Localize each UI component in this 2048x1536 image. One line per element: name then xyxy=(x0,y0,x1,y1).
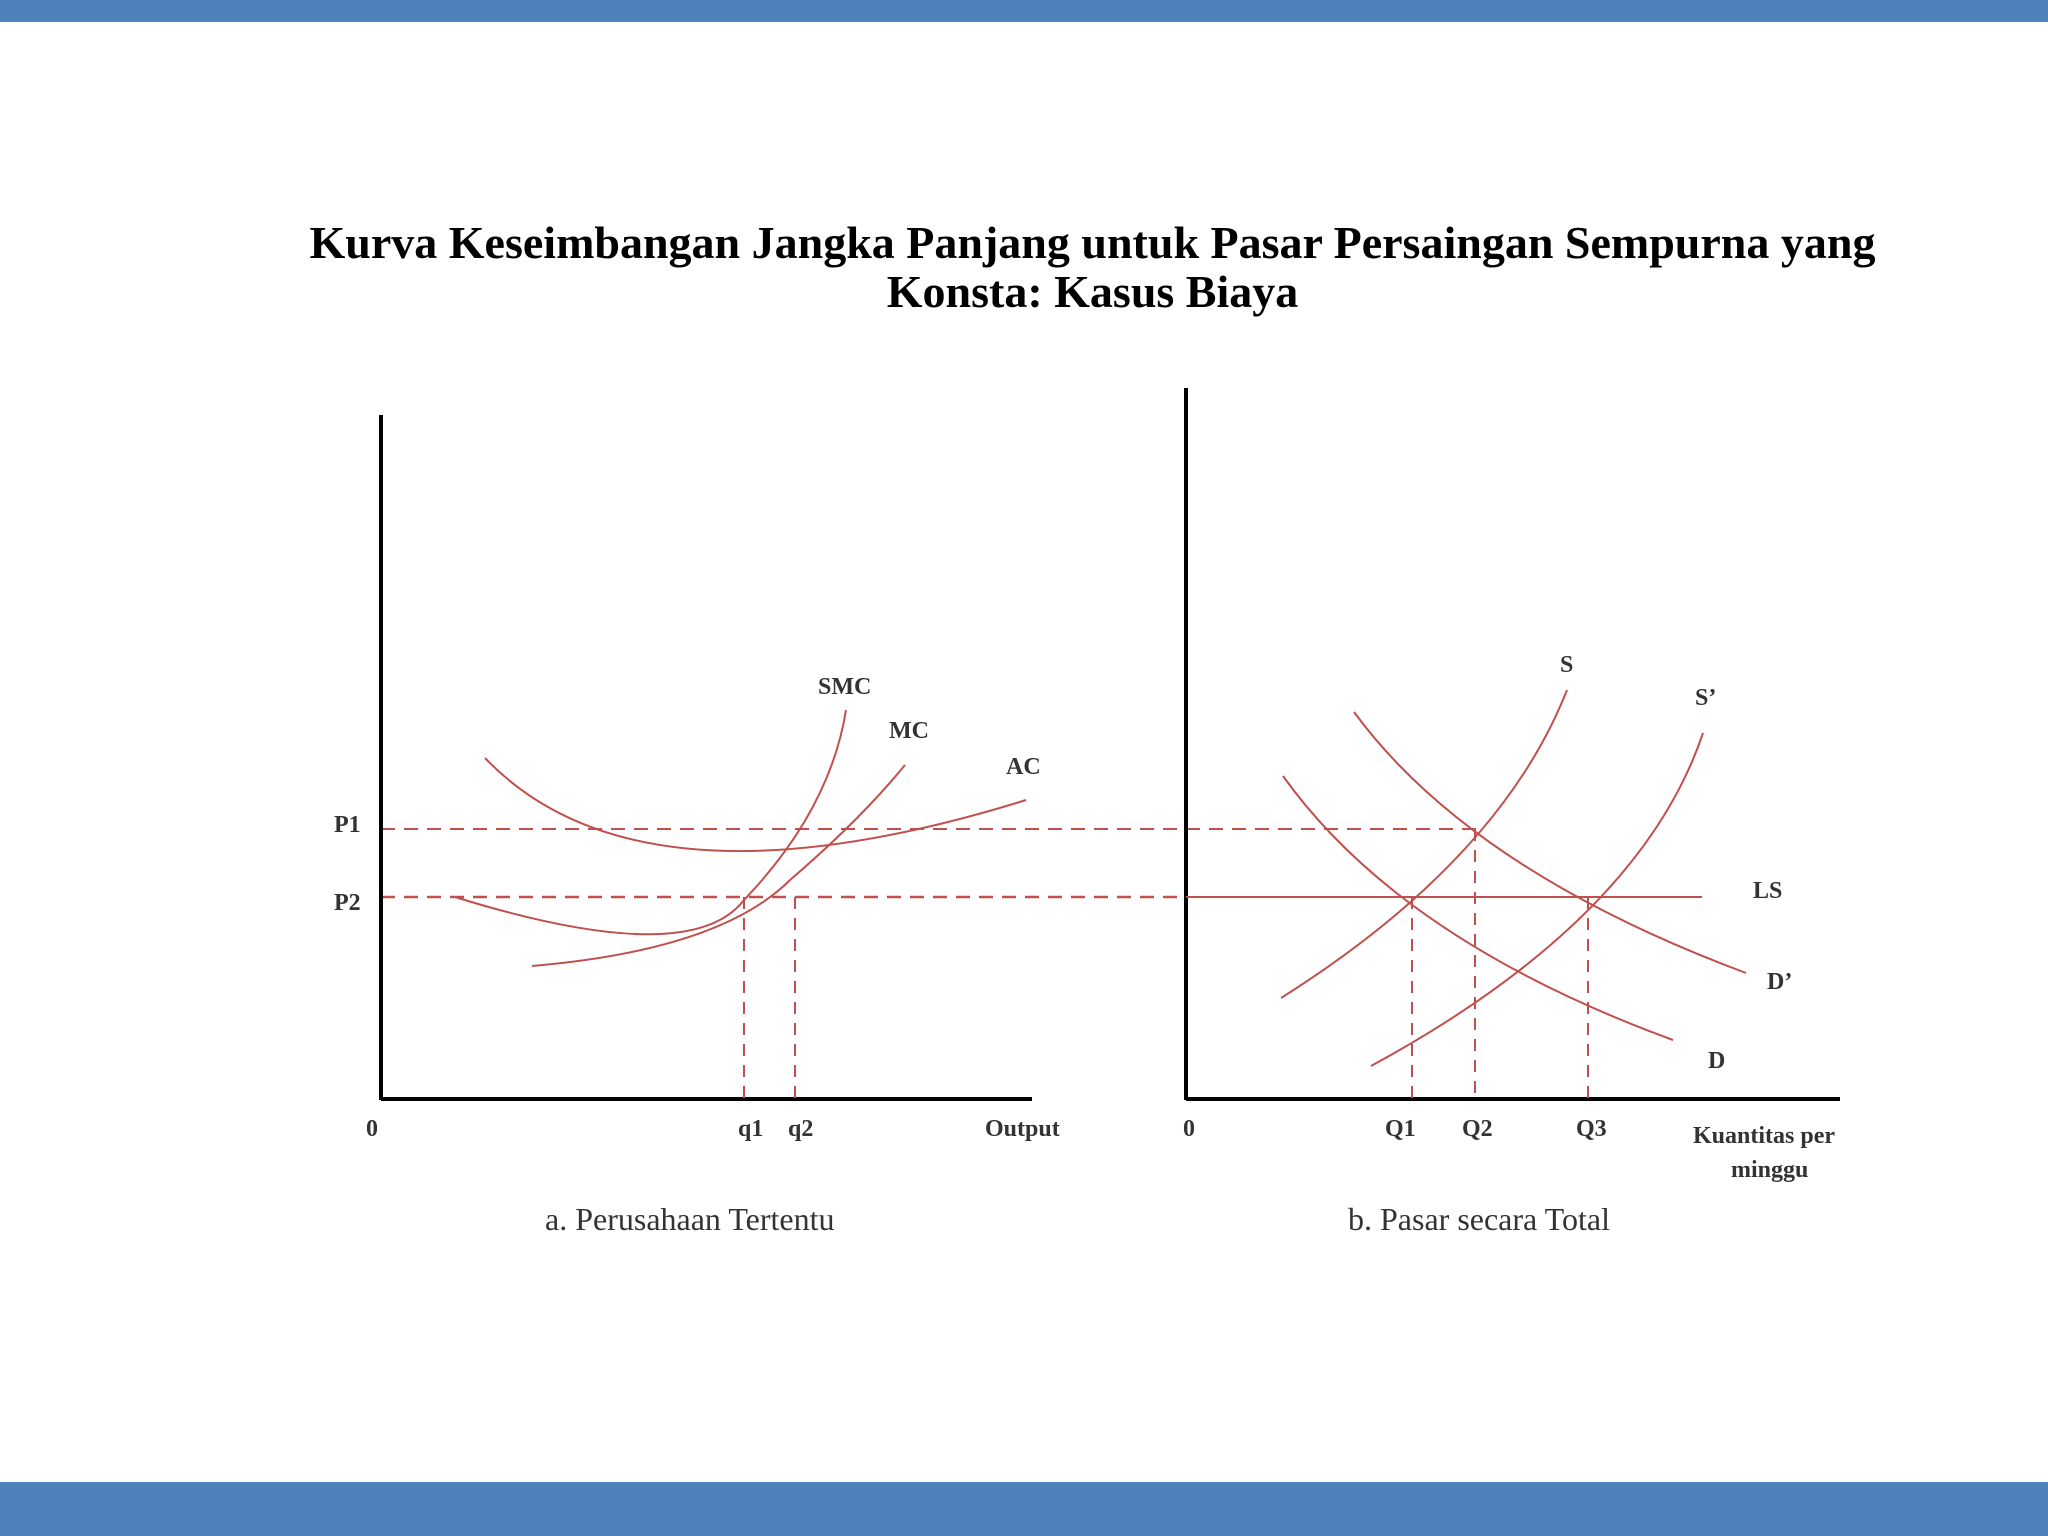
Q2-label: Q2 xyxy=(1462,1116,1493,1142)
p2-label: P2 xyxy=(334,890,361,916)
mc-curve xyxy=(532,765,905,966)
title-line-2: Konsta: Kasus Biaya xyxy=(886,266,1299,317)
d-prime-label: D’ xyxy=(1767,969,1793,995)
mc-label: MC xyxy=(889,718,929,744)
panel-a-caption: a. Perusahaan Tertentu xyxy=(545,1201,835,1237)
title-line-1: Kurva Keseimbangan Jangka Panjang untuk Pasar Persaingan Sempurna yang xyxy=(309,217,1876,268)
s-curve xyxy=(1281,690,1567,998)
panel-b xyxy=(1183,388,1840,1237)
panel-b-origin-label: 0 xyxy=(1183,1116,1195,1142)
Q1-label: Q1 xyxy=(1385,1116,1416,1142)
ls-label: LS xyxy=(1753,878,1783,904)
bottom-band xyxy=(0,1482,2048,1536)
quantity-axis-label-line-2: minggu xyxy=(1731,1157,1809,1183)
ac-label: AC xyxy=(1006,754,1041,780)
q1-label: q1 xyxy=(738,1116,764,1142)
q2-label: q2 xyxy=(788,1116,814,1142)
smc-label: SMC xyxy=(818,674,872,700)
p1-label: P1 xyxy=(334,812,361,838)
s-label: S xyxy=(1560,652,1574,678)
s-prime-label: S’ xyxy=(1695,685,1717,711)
d-prime-curve xyxy=(1354,712,1746,973)
ac-curve xyxy=(485,758,1026,851)
panel-a-origin-label: 0 xyxy=(366,1116,378,1142)
Q3-label: Q3 xyxy=(1576,1116,1607,1142)
smc-curve xyxy=(455,710,846,934)
output-axis-label: Output xyxy=(985,1116,1060,1142)
panel-b-caption: b. Pasar secara Total xyxy=(1348,1201,1610,1237)
quantity-axis-label-line-1: Kuantitas per xyxy=(1693,1123,1836,1149)
s-prime-curve xyxy=(1371,733,1703,1066)
d-label: D xyxy=(1708,1048,1726,1074)
panel-a xyxy=(334,415,1060,1237)
